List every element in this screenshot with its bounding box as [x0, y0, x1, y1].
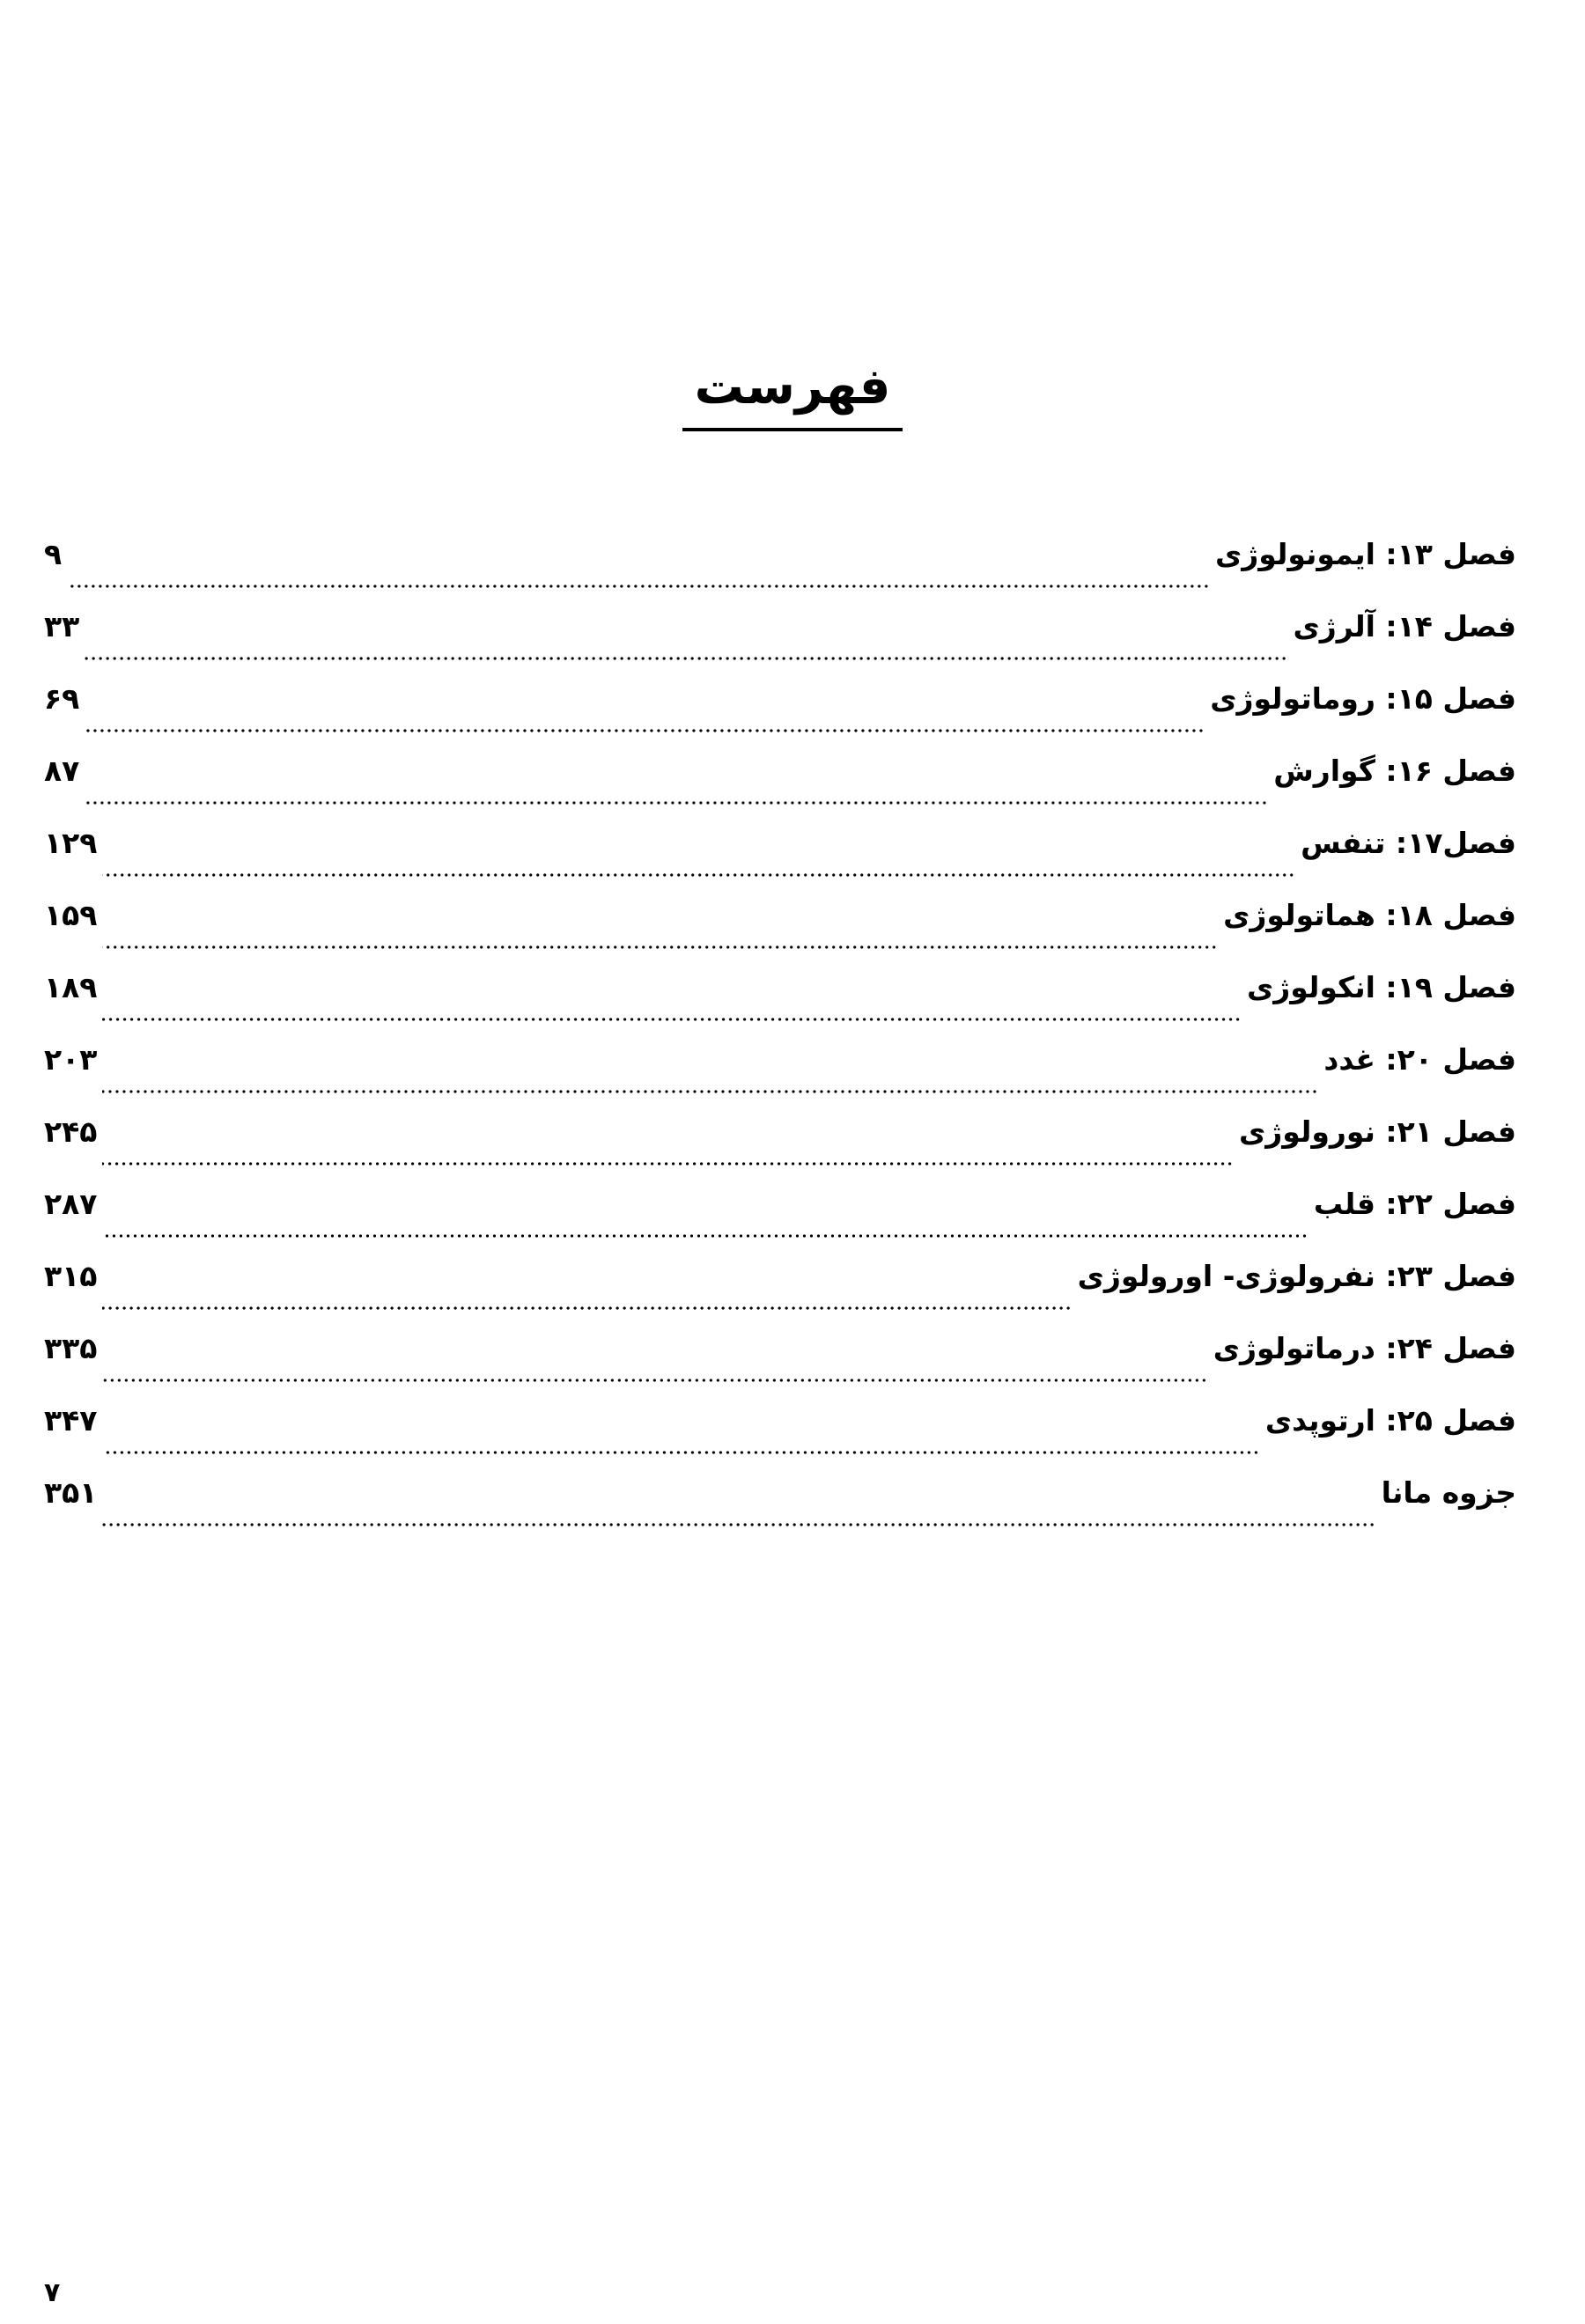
- toc-dot-leader: [102, 945, 1218, 950]
- toc-dot-leader: [102, 1017, 1242, 1022]
- toc-entry-page: ۳۴۷: [44, 1403, 98, 1438]
- table-of-contents: [44, 533, 1516, 1543]
- toc-entry-chapter-15[interactable]: [44, 677, 1516, 749]
- toc-entry-chapter-18[interactable]: [44, 894, 1516, 966]
- toc-dot-leader: [85, 800, 1268, 805]
- toc-entry-mana-notes[interactable]: [44, 1471, 1516, 1543]
- toc-entry-title: فصل ۲۴: درماتولوژی: [1213, 1331, 1516, 1365]
- toc-dot-leader: [102, 1089, 1318, 1094]
- toc-dot-leader: [102, 1522, 1375, 1527]
- toc-entry-chapter-21[interactable]: [44, 1110, 1516, 1182]
- toc-entry-page: ۲۸۷: [44, 1187, 98, 1221]
- toc-entry-chapter-14[interactable]: [44, 605, 1516, 677]
- toc-entry-page: ۸۷: [44, 754, 80, 788]
- toc-entry-title: فصل ۱۹: انکولوژی: [1247, 970, 1516, 1004]
- toc-dot-leader: [102, 872, 1295, 878]
- toc-dot-leader: [85, 728, 1205, 733]
- toc-dot-leader: [102, 1233, 1308, 1239]
- toc-entry-chapter-13[interactable]: [44, 533, 1516, 605]
- toc-entry-page: ۳۱۵: [44, 1259, 98, 1293]
- toc-entry-title: فصل ۲۰: غدد: [1323, 1042, 1516, 1077]
- toc-entry-page: ۳۵۱: [44, 1475, 98, 1510]
- toc-entry-page: ۳۳۵: [44, 1331, 98, 1365]
- toc-entry-chapter-23[interactable]: [44, 1254, 1516, 1327]
- page-title-text: فهرست: [682, 352, 903, 431]
- toc-entry-chapter-16[interactable]: [44, 749, 1516, 821]
- toc-entry-title: فصل ۱۵: روماتولوژی: [1210, 681, 1516, 716]
- toc-entry-chapter-24[interactable]: [44, 1327, 1516, 1399]
- page-title: [0, 352, 1585, 431]
- toc-entry-chapter-25[interactable]: [44, 1399, 1516, 1471]
- toc-entry-title: فصل ۲۱: نورولوژی: [1239, 1114, 1516, 1149]
- toc-entry-page: ۱۸۹: [44, 970, 98, 1004]
- toc-dot-leader: [102, 1161, 1234, 1166]
- toc-dot-leader: [85, 656, 1287, 661]
- toc-entry-page: ۲۴۵: [44, 1114, 98, 1149]
- toc-entry-title: فصل۱۷: تنفس: [1301, 826, 1516, 860]
- toc-entry-title: فصل ۲۵: ارتوپدی: [1264, 1403, 1516, 1438]
- toc-entry-page: ۹: [44, 537, 63, 571]
- toc-entry-page: ۱۵۹: [44, 898, 98, 932]
- toc-entry-page: ۶۹: [44, 681, 80, 716]
- toc-entry-title: فصل ۱۴: آلرژی: [1293, 609, 1516, 644]
- toc-entry-title: فصل ۱۸: هماتولوژی: [1223, 898, 1516, 932]
- toc-entry-chapter-19[interactable]: [44, 966, 1516, 1038]
- toc-entry-chapter-22[interactable]: [44, 1182, 1516, 1254]
- toc-entry-chapter-20[interactable]: [44, 1038, 1516, 1110]
- toc-entry-page: ۱۲۹: [44, 826, 98, 860]
- toc-entry-title: فصل ۱۶: گوارش: [1273, 754, 1516, 788]
- toc-dot-leader: [102, 1450, 1259, 1455]
- toc-entry-page: ۳۳: [44, 609, 80, 644]
- page-number: ۷: [44, 2277, 61, 2308]
- toc-entry-title: فصل ۱۳: ایمونولوژی: [1215, 537, 1516, 571]
- toc-dot-leader: [102, 1305, 1072, 1311]
- toc-dot-leader: [102, 1378, 1207, 1383]
- toc-entry-title: جزوه مانا: [1381, 1475, 1516, 1510]
- toc-dot-leader: [67, 584, 1210, 589]
- toc-entry-title: فصل ۲۲: قلب: [1313, 1187, 1516, 1221]
- toc-entry-chapter-17[interactable]: [44, 821, 1516, 894]
- toc-entry-page: ۲۰۳: [44, 1042, 98, 1077]
- toc-entry-title: فصل ۲۳: نفرولوژی- اورولوژی: [1077, 1259, 1516, 1293]
